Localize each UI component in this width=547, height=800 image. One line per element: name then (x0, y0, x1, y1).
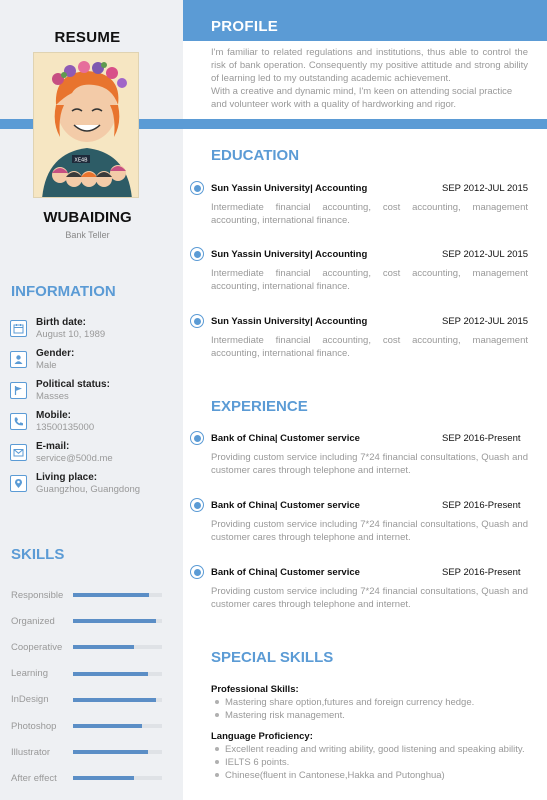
entry-date: SEP 2012-JUL 2015 (442, 248, 529, 260)
info-label: Mobile: (36, 410, 71, 421)
list-item: Excellent reading and writing ability, good listening and speaking ability. (215, 743, 531, 756)
timeline-bullet-icon (190, 431, 204, 445)
list-item: Chinese(fluent in Cantonese,Hakka and Putonghua) (215, 769, 531, 782)
education-heading: EDUCATION (211, 147, 300, 164)
skill-row (11, 739, 166, 765)
list-item: IELTS 6 points. (215, 756, 531, 769)
info-item-birth-date (10, 317, 175, 348)
skill-name: After effect (11, 772, 57, 784)
info-item-mobile (10, 410, 175, 441)
timeline-bullet-icon (190, 247, 204, 261)
skill-fill (73, 619, 156, 623)
info-value: service@500d.me (36, 453, 113, 464)
special-group-list (215, 743, 531, 782)
flag-icon (10, 382, 27, 399)
info-value: Guangzhou, Guangdong (36, 484, 141, 495)
list-item: Mastering share option,futures and foreign currency hedge. (215, 696, 531, 709)
experience-entry (190, 497, 530, 544)
timeline-bullet-icon (190, 565, 204, 579)
skill-track (73, 645, 162, 649)
entry-description: Providing custom service including 7*24 financial consultations, Quash and customer cares through telephone and internet. (211, 519, 528, 543)
entry-title: Bank of China| Customer service (211, 499, 360, 511)
special-group-list (215, 696, 531, 722)
information-list (10, 317, 175, 503)
entry-title: Sun Yassin University| Accounting (211, 315, 368, 327)
entry-description: Intermediate financial accounting, cost accounting, management accounting, international finance. (211, 202, 528, 226)
avatar-illustration (34, 53, 139, 198)
list-item: Mastering risk management. (215, 709, 531, 722)
info-label: Living place: (36, 472, 98, 483)
skill-fill (73, 750, 148, 754)
skill-row (11, 634, 166, 660)
skill-fill (73, 672, 148, 676)
special-skills (211, 683, 531, 790)
profile-photo (33, 52, 139, 198)
skill-row (11, 713, 166, 739)
entry-date: SEP 2012-JUL 2015 (442, 182, 529, 194)
entry-date: SEP 2016-Present (442, 432, 521, 444)
info-label: E-mail: (36, 441, 70, 452)
skill-track (73, 750, 162, 754)
info-item-political-status (10, 379, 175, 410)
entry-description: Providing custom service including 7*24 financial consultations, Quash and customer cares through telephone and internet. (211, 586, 528, 610)
info-label: Political status: (36, 379, 110, 390)
information-heading: INFORMATION (11, 283, 116, 300)
info-label: Gender: (36, 348, 75, 359)
skill-fill (73, 698, 156, 702)
skill-name: Learning (11, 668, 48, 680)
entry-description: Intermediate financial accounting, cost accounting, management accounting, international finance. (211, 335, 528, 359)
skill-track (73, 724, 162, 728)
profile-paragraph: With a creative and dynamic mind, I'm keen on attending social practice and volunteer work with a quality of hardworking and rigor. (211, 86, 513, 110)
education-entry (190, 246, 530, 293)
job-title: Bank Teller (65, 230, 110, 240)
entry-description: Intermediate financial accounting, cost accounting, management accounting, international finance. (211, 268, 528, 292)
special-group-label: Professional Skills: (211, 684, 299, 695)
profile-paragraph: I'm familiar to related regulations and institutions, thus able to control the risk of bank operation. Consequently my positive attitude and strong ability of learning led to my outstanding academic achievement. (211, 47, 528, 84)
skill-track (73, 619, 162, 623)
info-item-email (10, 441, 175, 472)
experience-entry (190, 564, 530, 611)
info-value: 13500135000 (36, 422, 95, 433)
skill-track (73, 698, 162, 702)
skill-name: Organized (11, 615, 55, 627)
calendar-icon (10, 320, 27, 337)
photo-badge: XE4B (74, 157, 88, 164)
skill-track (73, 593, 162, 597)
skill-name: Photoshop (11, 720, 57, 732)
person-icon (10, 351, 27, 368)
skill-name: Responsible (11, 589, 64, 601)
skill-track (73, 776, 162, 780)
entry-title: Sun Yassin University| Accounting (211, 182, 368, 194)
entry-title: Sun Yassin University| Accounting (211, 248, 368, 260)
skill-row (11, 582, 166, 608)
skill-row (11, 608, 166, 634)
info-value: August 10, 1989 (36, 329, 106, 340)
timeline-bullet-icon (190, 498, 204, 512)
entry-date: SEP 2016-Present (442, 499, 521, 511)
skill-name: Cooperative (11, 641, 63, 653)
info-item-gender (10, 348, 175, 379)
entry-title: Bank of China| Customer service (211, 432, 360, 444)
info-value: Male (36, 360, 57, 371)
profile-text (211, 46, 528, 111)
experience-heading: EXPERIENCE (211, 398, 308, 415)
mail-icon (10, 444, 27, 461)
entry-date: SEP 2012-JUL 2015 (442, 315, 529, 327)
info-item-living-place (10, 472, 175, 503)
entry-date: SEP 2016-Present (442, 566, 521, 578)
skill-fill (73, 593, 149, 597)
person-name: WUBAIDING (43, 209, 132, 226)
phone-icon (10, 413, 27, 430)
skill-track (73, 672, 162, 676)
profile-heading: PROFILE (211, 18, 279, 35)
info-value: Masses (36, 391, 69, 402)
entry-description: Providing custom service including 7*24 financial consultations, Quash and customer cares through telephone and internet. (211, 452, 528, 476)
location-icon (10, 475, 27, 492)
skill-fill (73, 724, 142, 728)
skill-fill (73, 776, 134, 780)
skill-name: Illustrator (11, 746, 51, 758)
timeline-bullet-icon (190, 181, 204, 195)
skill-row (11, 765, 166, 791)
resume-title: RESUME (54, 29, 121, 46)
skill-row (11, 687, 166, 713)
skill-row (11, 661, 166, 687)
special-group-label: Language Proficiency: (211, 731, 313, 742)
entry-title: Bank of China| Customer service (211, 566, 360, 578)
timeline-bullet-icon (190, 314, 204, 328)
skill-name: InDesign (11, 694, 49, 706)
education-entry (190, 313, 530, 360)
skills-list (11, 582, 166, 792)
skills-heading: SKILLS (11, 546, 65, 563)
info-label: Birth date: (36, 317, 86, 328)
experience-entry (190, 430, 530, 477)
skill-fill (73, 645, 134, 649)
special-skills-heading: SPECIAL SKILLS (211, 649, 334, 666)
education-entry (190, 180, 530, 227)
